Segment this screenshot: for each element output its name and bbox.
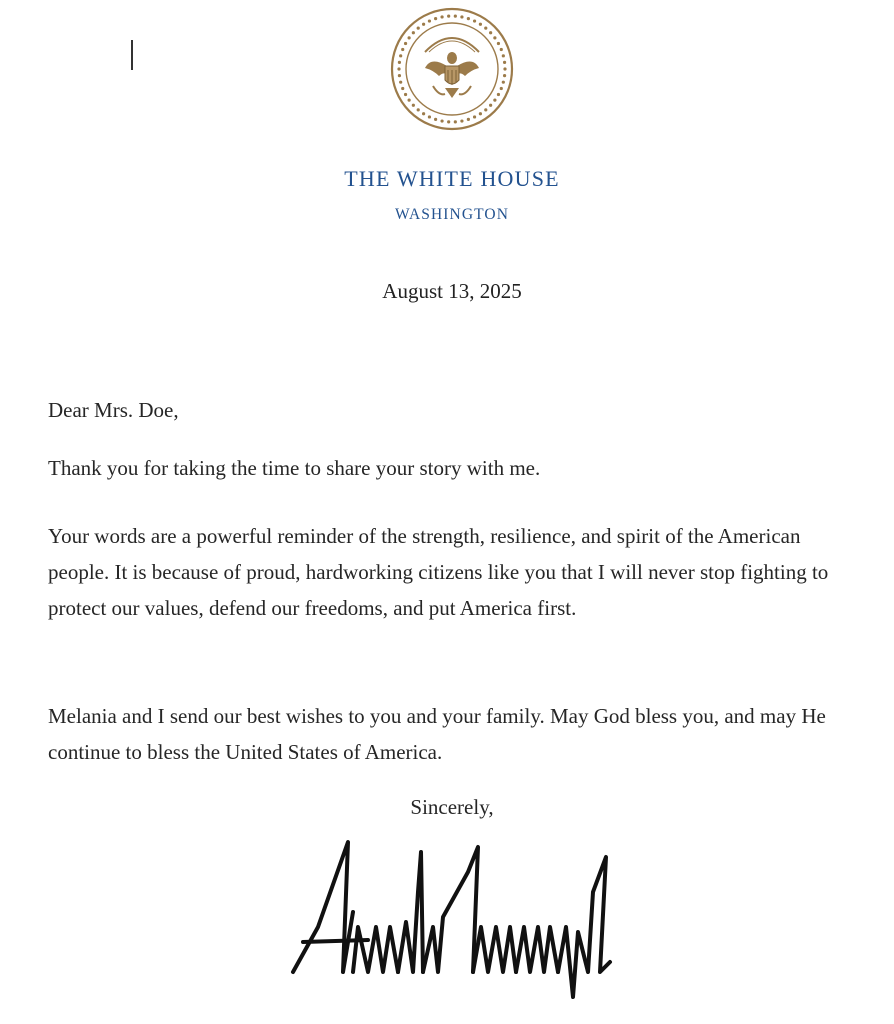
paragraph-1: Thank you for taking the time to share your story with me. (48, 456, 541, 480)
seal-star (497, 93, 500, 96)
seal-star (503, 74, 506, 77)
seal-star (502, 54, 505, 57)
seal-star (399, 81, 402, 84)
seal-star (503, 67, 506, 70)
seal-star (428, 19, 431, 22)
seal-star (440, 119, 443, 122)
paragraph-2: Your words are a powerful reminder of the strength, resilience, and spirit of the American people. It is because of proud, hardworking citizens like you that I will never stop fighting to protect our values, defend our freedoms, and put America first. (48, 524, 829, 620)
seal-star (493, 99, 496, 102)
paragraph-3: Melania and I send our best wishes to you and your family. May God bless you, and may He continue to bless the United States of America. (48, 704, 826, 764)
closing: Sincerely, (410, 795, 494, 819)
seal-star (404, 93, 407, 96)
seal-star (447, 15, 450, 18)
seal-star (473, 115, 476, 118)
seal-star (422, 23, 425, 26)
seal-star (417, 27, 420, 30)
seal-star (500, 87, 503, 90)
seal-star (408, 99, 411, 102)
seal-star (399, 54, 402, 57)
seal-star (401, 87, 404, 90)
salutation: Dear Mrs. Doe, (48, 398, 179, 422)
seal-star (434, 118, 437, 121)
seal-star (493, 36, 496, 39)
letterhead-subtitle: WASHINGTON (394, 206, 510, 223)
seal-star (467, 17, 470, 20)
seal-star (489, 31, 492, 34)
seal-star (489, 104, 492, 107)
seal-star (412, 104, 415, 107)
seal-star (412, 31, 415, 34)
seal-star (467, 118, 470, 121)
seal-star (408, 36, 411, 39)
seal-star (484, 27, 487, 30)
presidential-seal-icon (389, 6, 515, 132)
seal-star (398, 74, 401, 77)
handwritten-signature (288, 832, 618, 1012)
seal-star (397, 67, 400, 70)
seal-star (401, 48, 404, 51)
seal-star (460, 119, 463, 122)
letter-date: August 13, 2025 (382, 279, 522, 303)
seal-star (404, 42, 407, 45)
seal-star (473, 19, 476, 22)
seal-star (454, 120, 457, 123)
seal-star (502, 81, 505, 84)
seal-star (440, 15, 443, 18)
seal-star (497, 42, 500, 45)
letterhead-title: THE WHITE HOUSE (344, 166, 560, 191)
seal-star (398, 61, 401, 64)
text-cursor (131, 40, 133, 70)
seal-star (479, 23, 482, 26)
seal-star (479, 112, 482, 115)
seal-star (454, 15, 457, 18)
seal-star (417, 108, 420, 111)
seal-star (460, 15, 463, 18)
seal-star (503, 61, 506, 64)
seal-star (434, 17, 437, 20)
seal-star (500, 48, 503, 51)
seal-star (428, 115, 431, 118)
seal-star (484, 108, 487, 111)
seal-star (447, 120, 450, 123)
seal-star (422, 112, 425, 115)
